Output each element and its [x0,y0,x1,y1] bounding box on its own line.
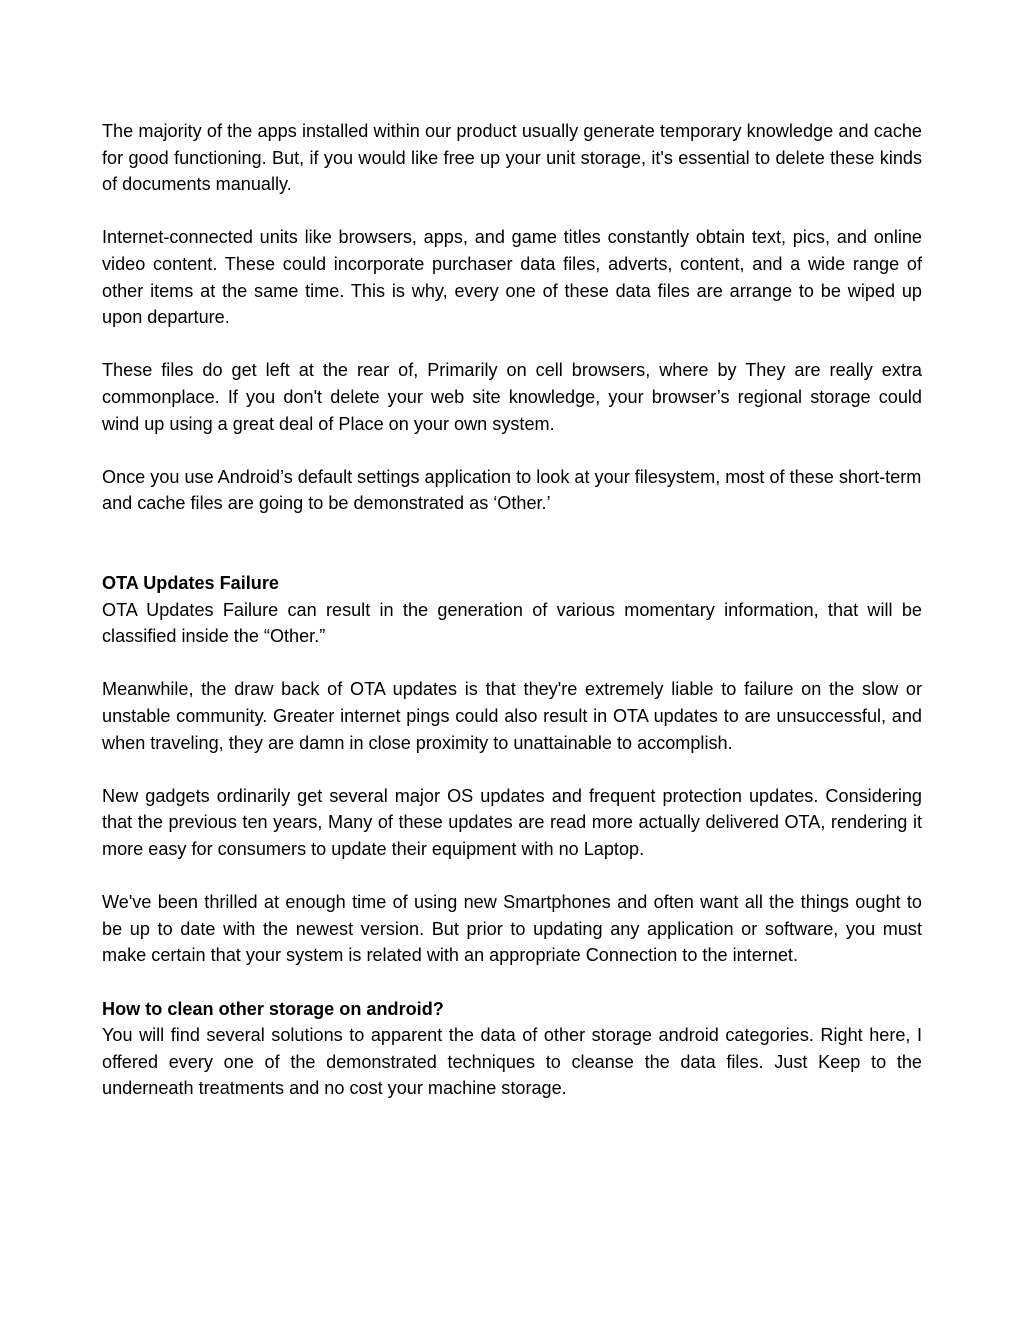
body-paragraph: You will find several solutions to apparent the data of other storage android categories. Right here, I offered every one of the demonstrated techniques to cleanse the data files. Just Keep to the underneath treatments and no cost your machine storage. [102,1025,922,1099]
body-paragraph: OTA Updates Failure can result in the generation of various momentary information, that will be classified inside the “Other.” [102,599,922,647]
document-page [102,118,922,1129]
section-heading: How to clean other storage on android? [102,998,444,1019]
body-paragraph: Meanwhile, the draw back of OTA updates is that they're extremely liable to failure on the slow or unstable community. Greater internet pings could also result in OTA updates to are unsuccessful, and when traveling, they are damn in close proximity to unattainable to accomplish. [102,679,922,753]
section-spacer [102,544,922,571]
section-heading: OTA Updates Failure [102,573,279,594]
body-paragraph: Once you use Android’s default settings application to look at your filesystem, most of these short-term and cache files are going to be demonstrated as ‘Other.’ [102,466,922,514]
body-paragraph: New gadgets ordinarily get several major OS updates and frequent protection updates. Considering that the previous ten years, Many of these updates are read more actually delivered OTA, rendering it more easy for consumers to update their equipment with no Laptop. [102,785,922,860]
body-paragraph: The majority of the apps installed within our product usually generate temporary knowledge and cache for good functioning. But, if you would like free up your unit storage, it's essential to delete these kinds of documents manually. [102,121,922,195]
body-paragraph: We've been thrilled at enough time of using new Smartphones and often want all the things ought to be up to date with the newest version. But prior to updating any application or software, you must make certain that your system is related with an appropriate Connection to the internet. [102,892,922,966]
body-paragraph: Internet-connected units like browsers, apps, and game titles constantly obtain text, pics, and online video content. These could incorporate purchaser data files, adverts, content, and a wide range of other items at the same time. This is why, every one of these data files are arrange to be wiped up upon departure. [102,227,922,328]
body-paragraph: These files do get left at the rear of, Primarily on cell browsers, where by They are really extra commonplace. If you don't delete your web site knowledge, your browser’s regional storage could wind up using a great deal of Place on your own system. [102,360,922,434]
